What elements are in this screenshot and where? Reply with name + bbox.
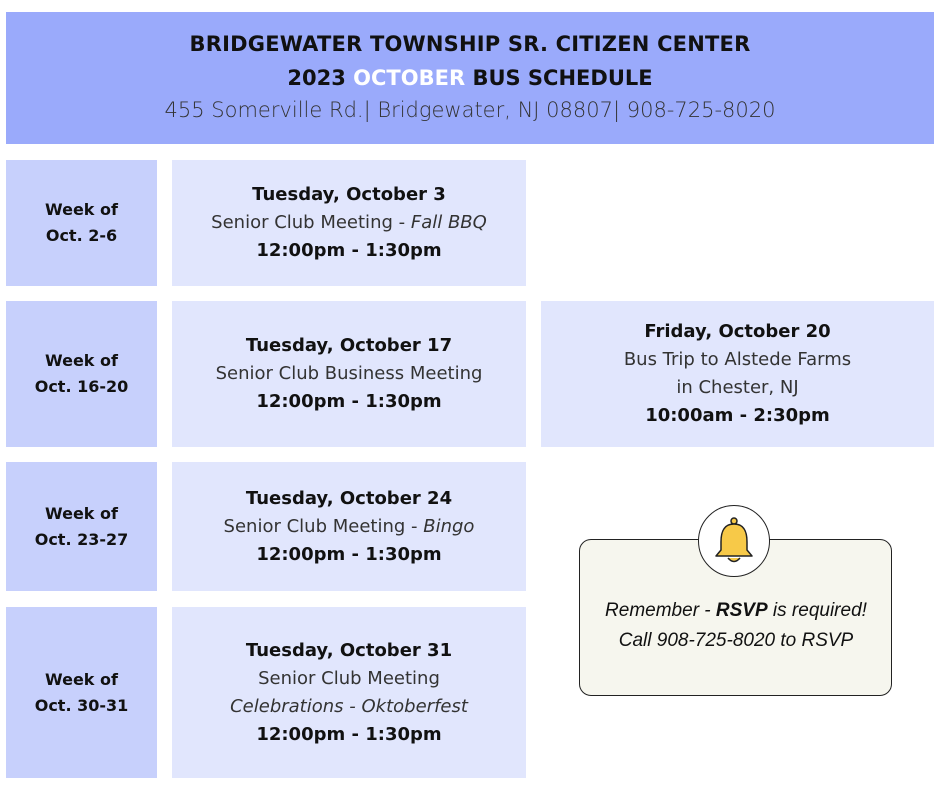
event-time: 12:00pm - 1:30pm [256,723,442,745]
schedule-month: OCTOBER [353,66,466,90]
center-title: BRIDGEWATER TOWNSHIP SR. CITIZEN CENTER [189,32,751,56]
event-title [211,209,487,237]
event-date: Friday, October 20 [644,321,831,342]
week-label-line1: Week of [45,669,118,689]
week-label-line1: Week of [45,503,118,523]
event-theme: Celebrations - Oktoberfest [230,695,468,717]
event-card [172,607,526,778]
rsvp-reminder-text [579,596,893,656]
event-date: Tuesday, October 3 [252,184,446,205]
week-label [6,607,157,778]
event-title-theme: Fall BBQ [410,212,487,233]
event-card [172,301,526,447]
rsvp-line1-post: is required! [767,600,867,621]
week-label-line2: Oct. 16-20 [34,377,129,396]
event-date: Tuesday, October 31 [245,639,453,661]
week-label-line2: Oct. 23-27 [34,529,129,549]
week-label-line1: Week of [45,351,118,370]
event-date: Tuesday, October 17 [245,335,453,356]
week-label-line2: Oct. 2-6 [45,226,118,245]
event-date: Tuesday, October 24 [245,487,453,509]
event-title-theme: Bingo [423,515,475,537]
schedule-year: 2023 [287,66,346,90]
event-time: 12:00pm - 1:30pm [256,543,442,565]
event-card [541,301,934,447]
rsvp-line2: Call 908-725-8020 to RSVP [618,630,854,651]
event-card [172,462,526,591]
event-time: 12:00pm - 1:30pm [256,391,442,412]
event-card [172,160,526,286]
event-time: 12:00pm - 1:30pm [256,240,442,261]
schedule-title-rest: BUS SCHEDULE [472,66,653,90]
rsvp-emphasis: RSVP [715,600,768,621]
week-label-line1: Week of [45,200,118,219]
event-title [224,513,475,541]
event-location: in Chester, NJ [676,377,799,398]
week-label-line2: Oct. 30-31 [34,695,129,715]
bell-icon [698,505,770,577]
event-title-text: Senior Club Meeting - [223,515,424,537]
event-title: Bus Trip to Alstede Farms [623,349,852,370]
rsvp-line1 [579,596,893,626]
schedule-title [6,66,934,90]
event-time: 10:00am - 2:30pm [645,405,830,426]
event-title: Senior Club Meeting [258,667,440,689]
center-address: 455 Somerville Rd.| Bridgewater, NJ 08807| 908-725-8020 [164,98,776,122]
event-title-text: Senior Club Meeting - [211,212,411,233]
event-title: Senior Club Business Meeting [215,363,483,384]
week-label [6,462,157,591]
rsvp-line1-pre: Remember - [605,600,716,621]
week-label [6,160,157,286]
week-label [6,301,157,447]
page-header [6,12,934,144]
